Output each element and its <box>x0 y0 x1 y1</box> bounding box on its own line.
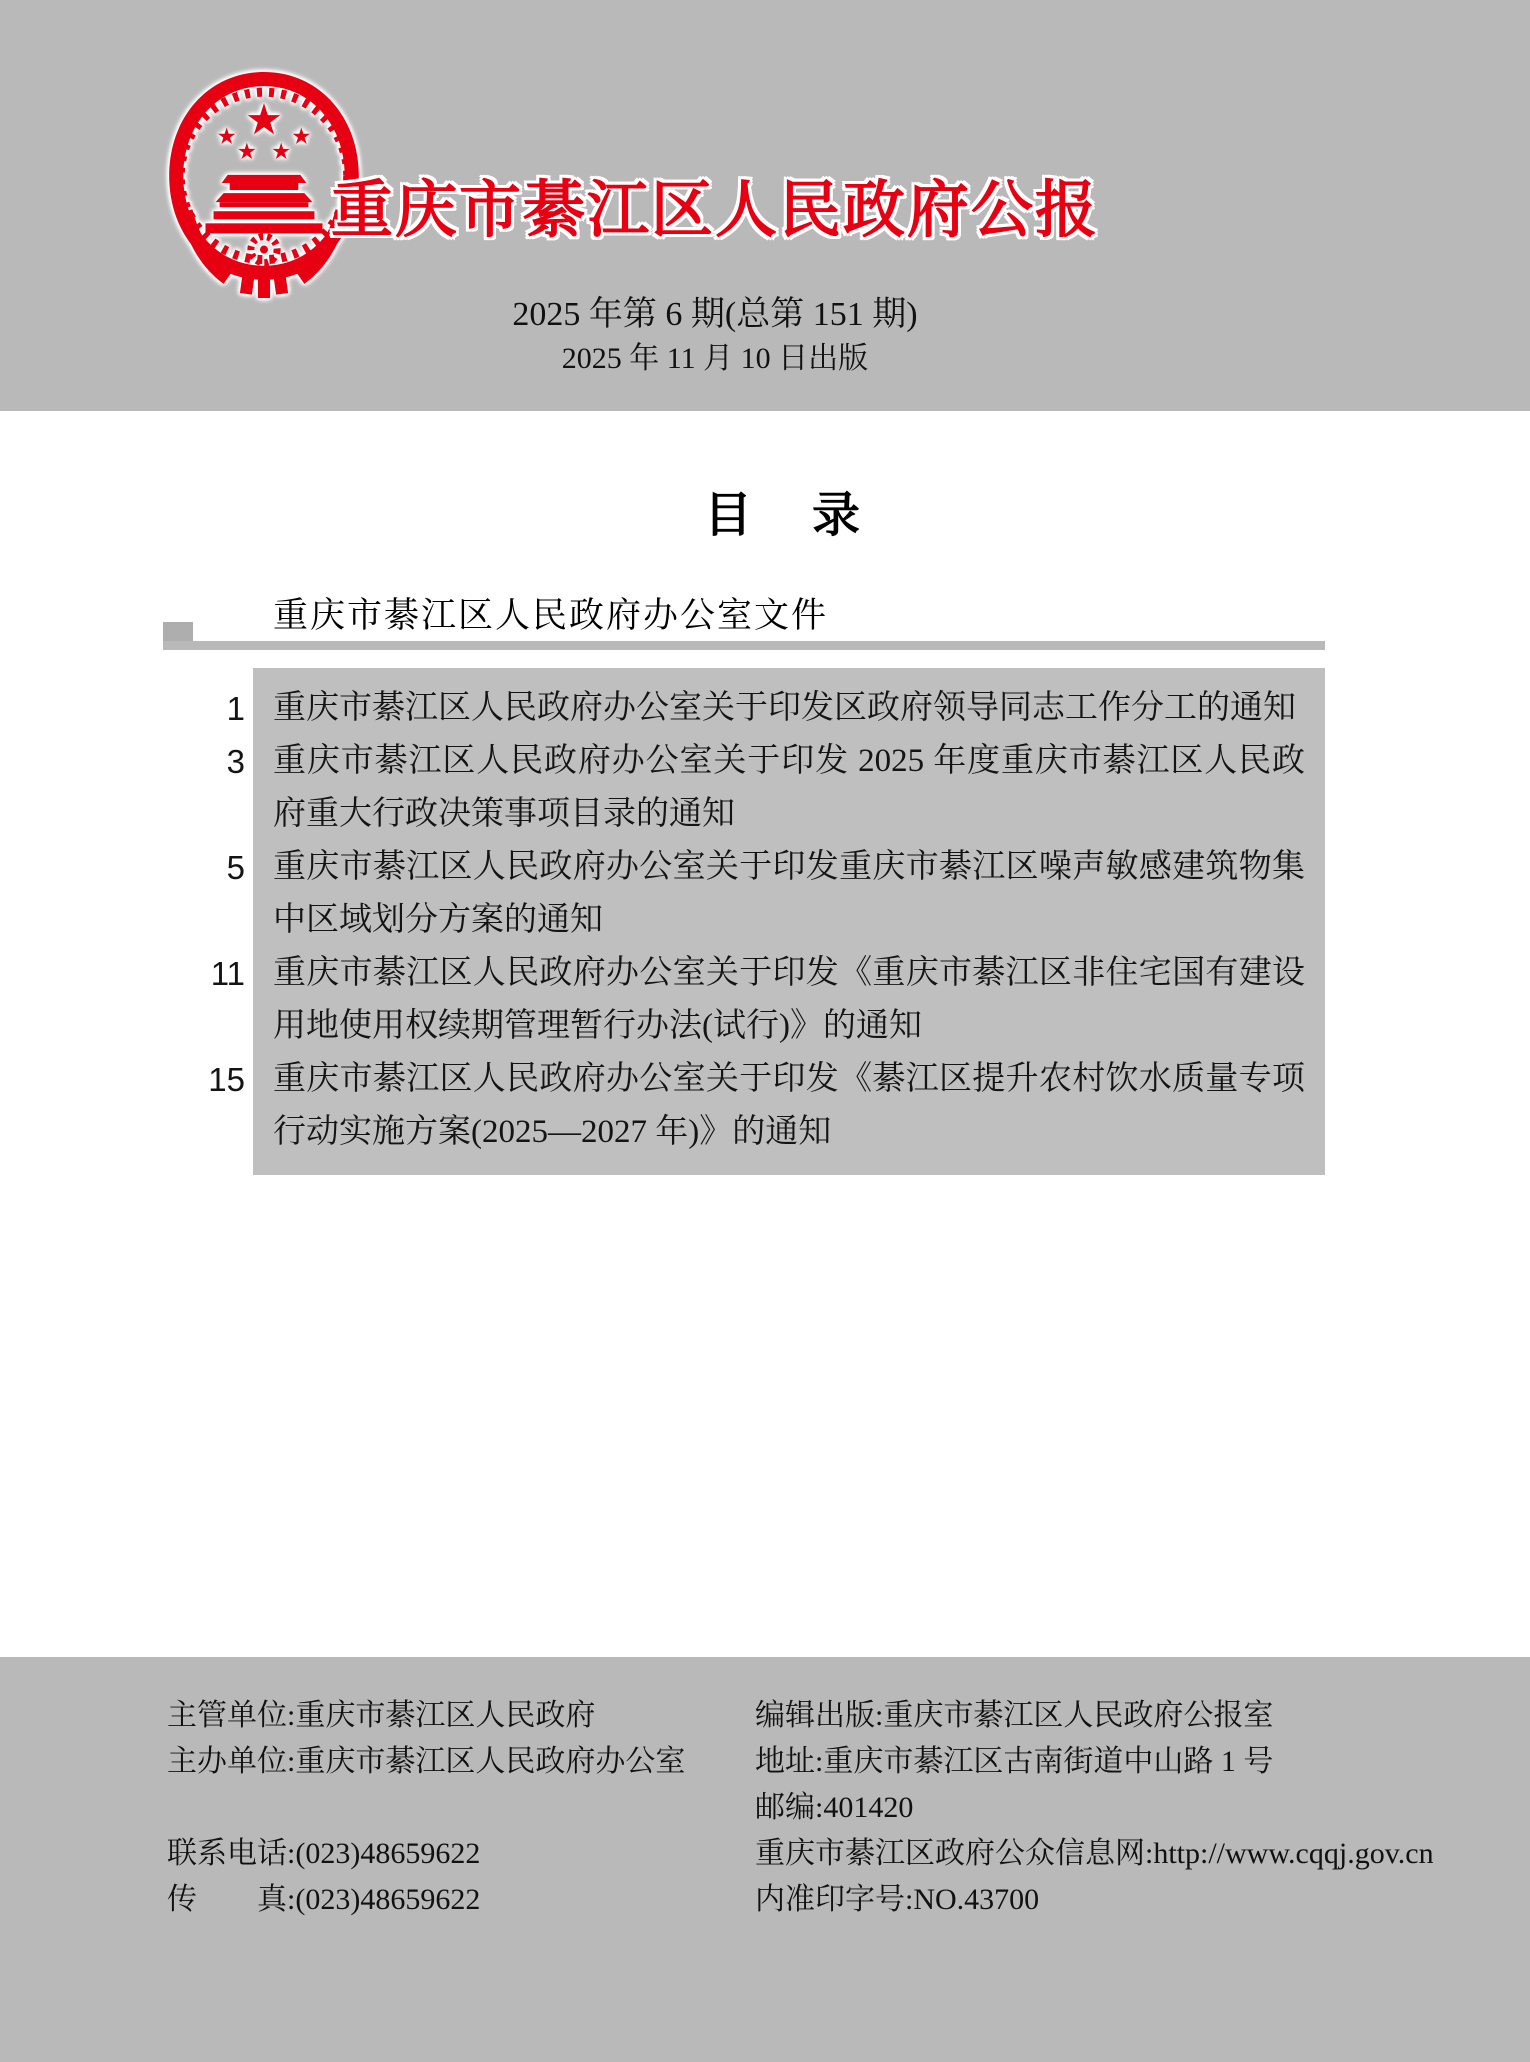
imprint-line: 主办单位:重庆市綦江区人民政府办公室 <box>167 1745 686 1778</box>
imprint-line: 联系电话:(023)48659622 <box>167 1837 481 1870</box>
imprint-line: 邮编:401420 <box>755 1791 914 1824</box>
imprint-left-column <box>167 1693 685 1923</box>
imprint-right-column <box>755 1693 1434 1923</box>
toc-entry <box>208 1053 1305 1159</box>
toc-section-title: 重庆市綦江区人民政府办公室文件 <box>273 596 829 635</box>
toc-entry-page-number: 11 <box>210 955 245 992</box>
imprint-line: 内准印字号:NO.43700 <box>755 1883 1040 1916</box>
toc-entry <box>226 735 1305 841</box>
toc-entry-title: 重庆市綦江区人民政府办公室关于印发《綦江区提升农村饮水质量专项行动实施方案(2025—2027 年)》的通知 <box>273 1061 1305 1150</box>
gazette-title: 重庆市綦江区人民政府公报 <box>330 177 1099 245</box>
toc-entry <box>226 841 1305 947</box>
toc-entry <box>210 947 1305 1053</box>
imprint-line: 主管单位:重庆市綦江区人民政府 <box>167 1699 596 1732</box>
toc-entry-title: 重庆市綦江区人民政府办公室关于印发重庆市綦江区噪声敏感建筑物集中区域划分方案的通知 <box>273 849 1305 938</box>
section-marker-square <box>163 622 193 643</box>
issue-number-line: 2025 年第 6 期(总第 151 期) <box>512 296 918 333</box>
imprint-line: 编辑出版:重庆市綦江区人民政府公报室 <box>755 1699 1274 1732</box>
toc-entry-page-number: 5 <box>226 849 245 886</box>
toc-heading: 目 录 <box>703 489 866 542</box>
masthead-banner <box>0 0 1530 411</box>
toc-entry-title: 重庆市綦江区人民政府办公室关于印发 2025 年度重庆市綦江区人民政府重大行政决策事项目录的通知 <box>273 743 1305 832</box>
imprint-line: 地址:重庆市綦江区古南街道中山路 1 号 <box>755 1745 1274 1778</box>
imprint-line: 传 真:(023)48659622 <box>167 1883 481 1916</box>
imprint-line <box>167 1785 685 1831</box>
publish-date-line: 2025 年 11 月 10 日出版 <box>561 342 869 375</box>
toc-entry-page-number: 3 <box>226 743 245 780</box>
toc-entry-list <box>208 668 1325 1175</box>
section-underline-bar <box>163 641 1325 650</box>
toc-entry-page-number: 15 <box>208 1061 245 1098</box>
toc-entry-title: 重庆市綦江区人民政府办公室关于印发《重庆市綦江区非住宅国有建设用地使用权续期管理暂行办法(试行)》的通知 <box>273 955 1305 1044</box>
toc-entry-page-number: 1 <box>226 690 245 727</box>
imprint-footer <box>0 1657 1530 2062</box>
toc-entry <box>226 682 1305 735</box>
toc-entry-title: 重庆市綦江区人民政府办公室关于印发区政府领导同志工作分工的通知 <box>273 690 1296 726</box>
imprint-line: 重庆市綦江区政府公众信息网:http://www.cqqj.gov.cn <box>755 1837 1434 1870</box>
